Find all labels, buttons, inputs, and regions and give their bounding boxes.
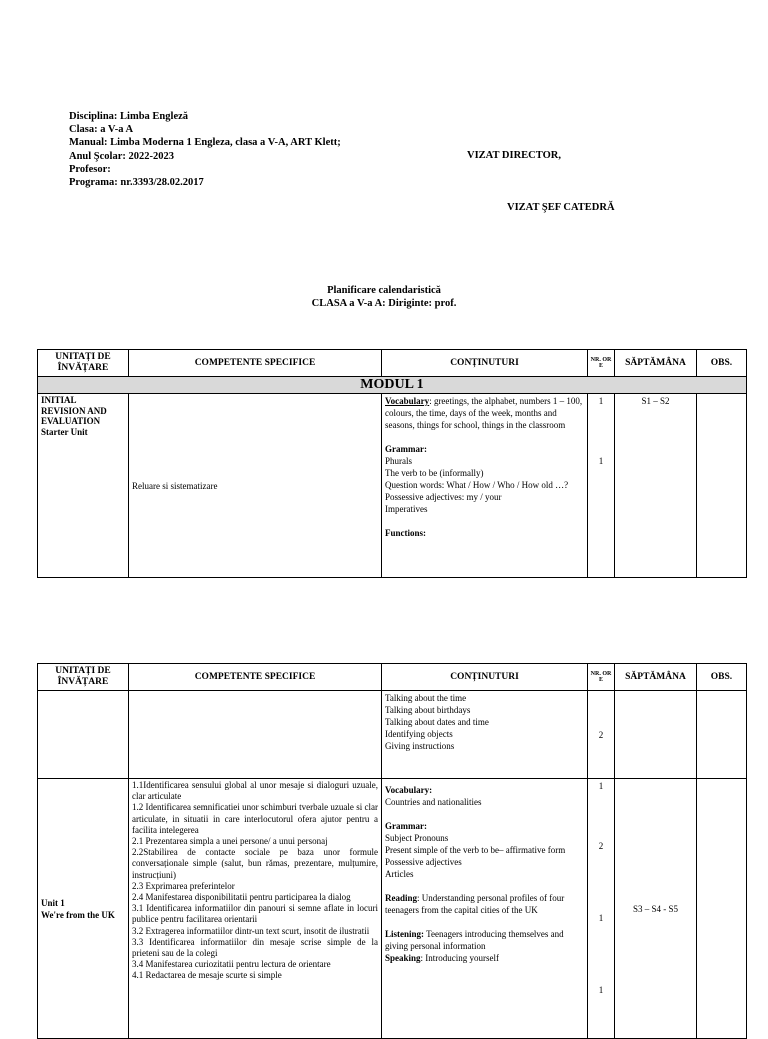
list-item: 3.2 Extragerea informatiilor dintr-un text scurt, insotit de ilustratii xyxy=(132,925,370,936)
programa: Programa: nr.3393/28.02.2017 xyxy=(69,177,204,189)
unit-cell xyxy=(38,691,129,779)
table-row xyxy=(38,779,747,1039)
reading-label: Reading xyxy=(385,893,418,903)
list-item: 3.3 Identificarea informatiilor din mesaje scrise simple de la prieteni sau de la colegi xyxy=(132,936,378,959)
list-item: 2.1 Prezentarea simpla a unei persone/ a unui personaj xyxy=(132,836,328,847)
list-item: Phurals xyxy=(385,456,412,466)
modul-row xyxy=(38,377,747,394)
ore-cell: 2 xyxy=(588,691,615,779)
document-header xyxy=(69,110,341,189)
vocab-label: Vocabulary xyxy=(385,396,430,406)
anul-scolar: Anul Şcolar: 2022-2023 xyxy=(69,150,174,162)
modul-title: MODUL 1 xyxy=(38,377,747,394)
list-item: 3.4 Manifestarea curiozitatii pentru lectura de orientare xyxy=(132,959,331,970)
saptamana-cell: S3 – S4 - S5 xyxy=(615,779,697,1039)
col-nr-ore: NR. OR E xyxy=(588,350,615,377)
obs-cell xyxy=(697,394,747,578)
page-title: Planificare calendaristică xyxy=(327,285,441,296)
speaking-text: : Introducing yourself xyxy=(420,953,500,963)
list-item: Present simple of the verb to be– affirmative form xyxy=(385,845,566,855)
list-item: 2.3 Exprimarea preferintelor xyxy=(132,880,235,891)
competente-cell xyxy=(129,691,382,779)
planning-table-1 xyxy=(37,349,747,578)
planning-table-2 xyxy=(37,663,747,1039)
saptamana-cell xyxy=(615,691,697,779)
col-saptamana: SĂPTĂMÂNA xyxy=(615,664,697,691)
col-competente: COMPETENTE SPECIFICE xyxy=(129,350,382,377)
col-obs: OBS. xyxy=(697,350,747,377)
list-item: 3.1 Identificarea informatiilor din panouri si semne aflate in locuri publice pentru facilitarea orientarii xyxy=(132,903,378,925)
col-obs: OBS. xyxy=(697,664,747,691)
col-unitati: UNITAȚI DE ÎNVĂȚARE xyxy=(38,350,129,377)
list-item: 4.1 Redactarea de mesaje scurte si simple xyxy=(132,970,282,981)
list-item: 1.1Identificarea sensului global al unor mesaje si dialoguri uzuale, clar articulate xyxy=(132,780,378,802)
list-item: Talking about the time xyxy=(385,693,467,703)
col-continuturi: CONȚINUTURI xyxy=(382,664,588,691)
listening-text: Teenagers introducing themselves and giving personal information xyxy=(385,929,564,951)
list-item: 1.2 Identificarea semnificatiei unor schimburi tverbale uzuale si clar articulate, in situatii in care interlocutorul ofera ajutor pentru a facilita intelegerea xyxy=(132,802,378,835)
listening-label: Listening: xyxy=(385,929,425,939)
list-item: The verb to be (informally) xyxy=(385,468,484,478)
vizat-director: VIZAT DIRECTOR, xyxy=(467,150,561,161)
col-nr-ore: NR. OR E xyxy=(588,664,615,691)
disciplina: Disciplina: Limba Engleză xyxy=(69,111,189,122)
vocab-label: Vocabulary: xyxy=(385,785,433,795)
list-item: Question words: What / How / Who / How old …? xyxy=(385,480,569,490)
list-item: Articles xyxy=(385,869,414,879)
table-header-row xyxy=(38,664,747,691)
saptamana-cell: S1 – S2 xyxy=(615,394,697,578)
page-subtitle: CLASA a V-a A: Diriginte: prof. xyxy=(311,298,457,309)
unit-cell xyxy=(38,779,129,1039)
vocab-text: Countries and nationalities xyxy=(385,797,482,807)
grammar-label: Grammar: xyxy=(385,821,427,831)
list-item: Giving instructions xyxy=(385,741,455,751)
ore-value: 1 xyxy=(598,456,604,466)
obs-cell xyxy=(697,691,747,779)
clasa: Clasa: a V-a A xyxy=(69,124,134,136)
list-item: Talking about dates and time xyxy=(385,717,489,727)
col-continuturi: CONȚINUTURI xyxy=(382,350,588,377)
unit-line: EVALUATION xyxy=(41,416,101,426)
list-item: Subject Pronouns xyxy=(385,833,449,843)
ore-cell xyxy=(588,394,615,578)
continuturi-cell xyxy=(382,394,588,578)
vizat-sef-catedra: VIZAT ŞEF CATEDRĂ xyxy=(507,202,615,213)
list-item: 2.4 Manifestarea disponibilitatii pentru participarea la dialog xyxy=(132,892,351,903)
manual: Manual: Limba Moderna 1 Engleza, clasa a V-A, ART Klett; xyxy=(69,137,341,149)
unit-line: REVISION AND xyxy=(41,405,107,416)
competente-cell: Reluare si sistematizare xyxy=(129,394,382,578)
ore-value: 1 xyxy=(598,781,604,791)
competente-cell xyxy=(129,779,382,1039)
table-header-row xyxy=(38,350,747,377)
continuturi-cell xyxy=(382,779,588,1039)
reading-text: : Understanding personal profiles of four teenagers from the capital cities of the UK xyxy=(385,893,565,915)
list-item: Identifying objects xyxy=(385,729,453,739)
list-item: Imperatives xyxy=(385,504,428,514)
unit-line: Starter Unit xyxy=(41,426,88,437)
ore-value: 1 xyxy=(598,913,604,923)
ore-cell xyxy=(588,779,615,1039)
table-row xyxy=(38,394,747,578)
unit-subtitle: We're from the UK xyxy=(41,909,115,920)
unit-cell xyxy=(38,394,129,578)
ore-value: 1 xyxy=(598,396,604,406)
ore-value: 2 xyxy=(598,841,604,851)
list-item: Talking about birthdays xyxy=(385,705,471,715)
speaking-label: Speaking xyxy=(385,953,421,963)
col-competente: COMPETENTE SPECIFICE xyxy=(129,664,382,691)
ore-value: 1 xyxy=(598,985,604,995)
unit-title: Unit 1 xyxy=(41,897,65,908)
col-saptamana: SĂPTĂMÂNA xyxy=(615,350,697,377)
unit-line: INITIAL xyxy=(41,395,77,405)
list-item: Possessive adjectives xyxy=(385,857,462,867)
functions-label: Functions: xyxy=(385,528,427,538)
obs-cell xyxy=(697,779,747,1039)
list-item: 2.2Stabilirea de contacte sociale pe baza unor formule conversaționale simple (salut, bun rămas, prezentare, mulțumire, instrucțiuni) xyxy=(132,847,378,880)
list-item: Possessive adjectives: my / your xyxy=(385,492,502,502)
profesor: Profesor: xyxy=(69,163,111,175)
col-unitati: UNITAȚI DE ÎNVĂȚARE xyxy=(38,664,129,691)
grammar-label: Grammar: xyxy=(385,444,427,454)
continuturi-cell xyxy=(382,691,588,779)
table-row xyxy=(38,691,747,779)
vocab-text: : greetings, the alphabet, numbers 1 – 100, colours, the time, days of the week, months and seasons, things for school, things in the classroom xyxy=(385,396,583,430)
